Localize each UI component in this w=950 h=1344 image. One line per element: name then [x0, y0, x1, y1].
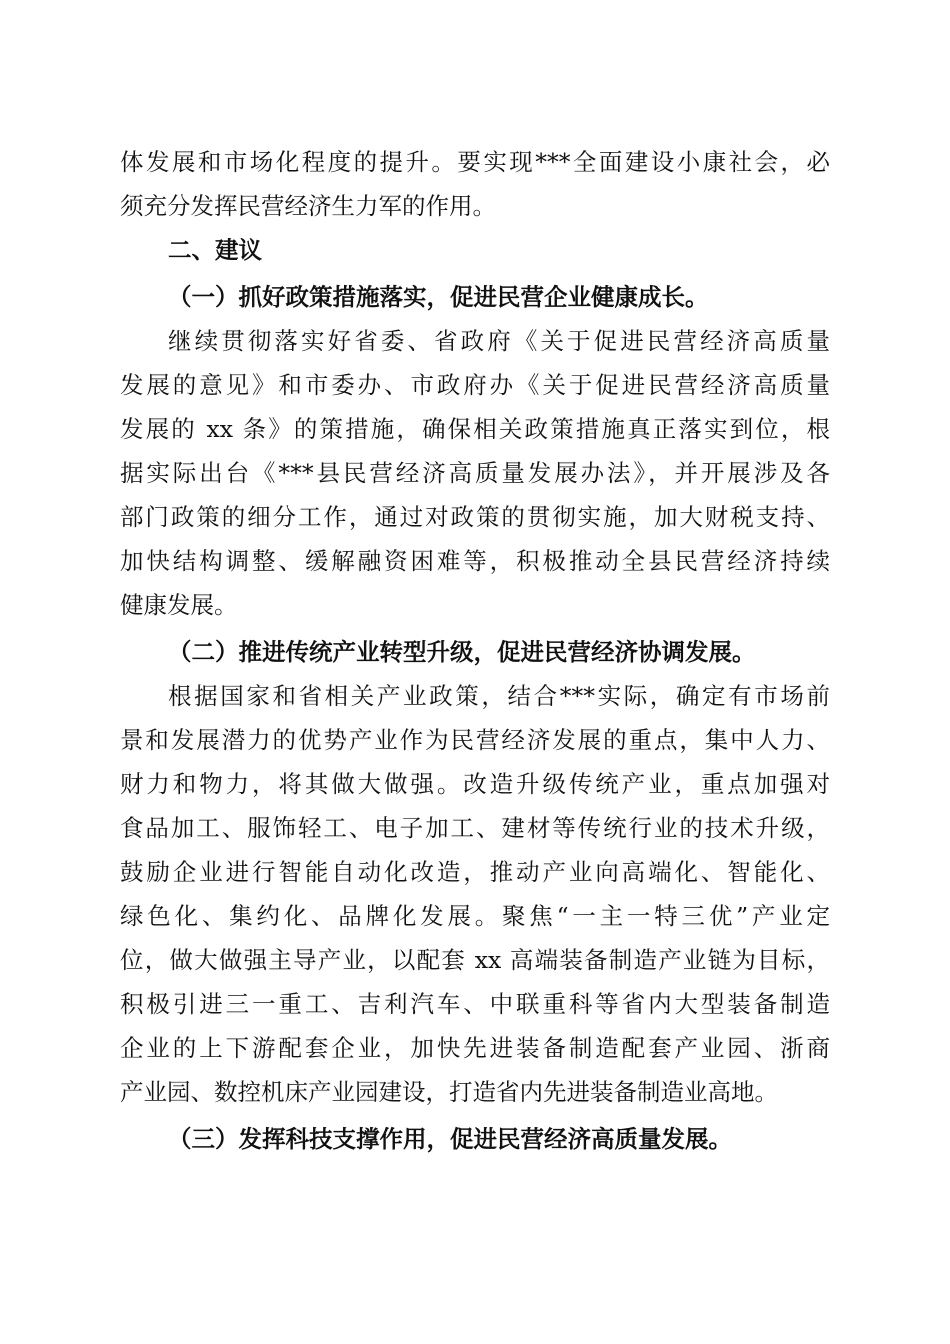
paragraph-2-line-10: 产业园、数控机床产业园建设，打造省内先进装备制造业高地。 [120, 1078, 778, 1106]
paragraph-2-line-1: 根据国家和省相关产业政策，结合***实际，确定有市场前 [168, 682, 830, 710]
paragraph-2-line-7: 位，做大做强主导产业，以配套 xx 高端装备制造产业链为目标， [120, 946, 830, 974]
paragraph-2-line-2: 景和发展潜力的优势产业作为民营经济发展的重点，集中人力、 [120, 726, 830, 754]
paragraph-2-line-9: 企业的上下游配套企业，加快先进装备制造配套产业园、浙商 [120, 1034, 830, 1062]
paragraph-1-line-1: 继续贯彻落实好省委、省政府《关于促进民营经济高质量 [168, 327, 830, 355]
paragraph-1-line-7: 健康发展。 [120, 591, 238, 619]
subsection-2-title: （二）推进传统产业转型升级，促进民营经济协调发展。 [168, 638, 756, 666]
paragraph-1-line-4: 据实际出台《***县民营经济高质量发展办法》，并开展涉及各 [120, 459, 830, 487]
section-heading: 二、建议 [168, 236, 262, 264]
subsection-3-title: （三）发挥科技支撑作用，促进民营经济高质量发展。 [168, 1125, 732, 1153]
subsection-1-title: （一）抓好政策措施落实，促进民营企业健康成长。 [168, 283, 709, 311]
paragraph-2-line-4: 食品加工、服饰轻工、电子加工、建材等传统行业的技术升级， [120, 814, 830, 842]
paragraph-2-line-6: 绿色化、集约化、品牌化发展。聚焦“一主一特三优”产业定 [120, 902, 830, 930]
intro-line-1: 体发展和市场化程度的提升。要实现***全面建设小康社会，必 [120, 148, 830, 176]
paragraph-1-line-2: 发展的意见》和市委办、市政府办《关于促进民营经济高质量 [120, 371, 830, 399]
paragraph-1-line-6: 加快结构调整、缓解融资困难等，积极推动全县民营经济持续 [120, 547, 830, 575]
intro-line-2: 须充分发挥民营经济生力军的作用。 [120, 192, 496, 220]
paragraph-1-line-5: 部门政策的细分工作，通过对政策的贯彻实施，加大财税支持、 [120, 503, 830, 531]
paragraph-1-line-3: 发展的 xx 条》的策措施，确保相关政策措施真正落实到位，根 [120, 415, 830, 443]
paragraph-2-line-8: 积极引进三一重工、吉利汽车、中联重科等省内大型装备制造 [120, 990, 830, 1018]
paragraph-2-line-5: 鼓励企业进行智能自动化改造，推动产业向高端化、智能化、 [120, 858, 830, 886]
paragraph-2-line-3: 财力和物力，将其做大做强。改造升级传统产业，重点加强对 [120, 770, 830, 798]
